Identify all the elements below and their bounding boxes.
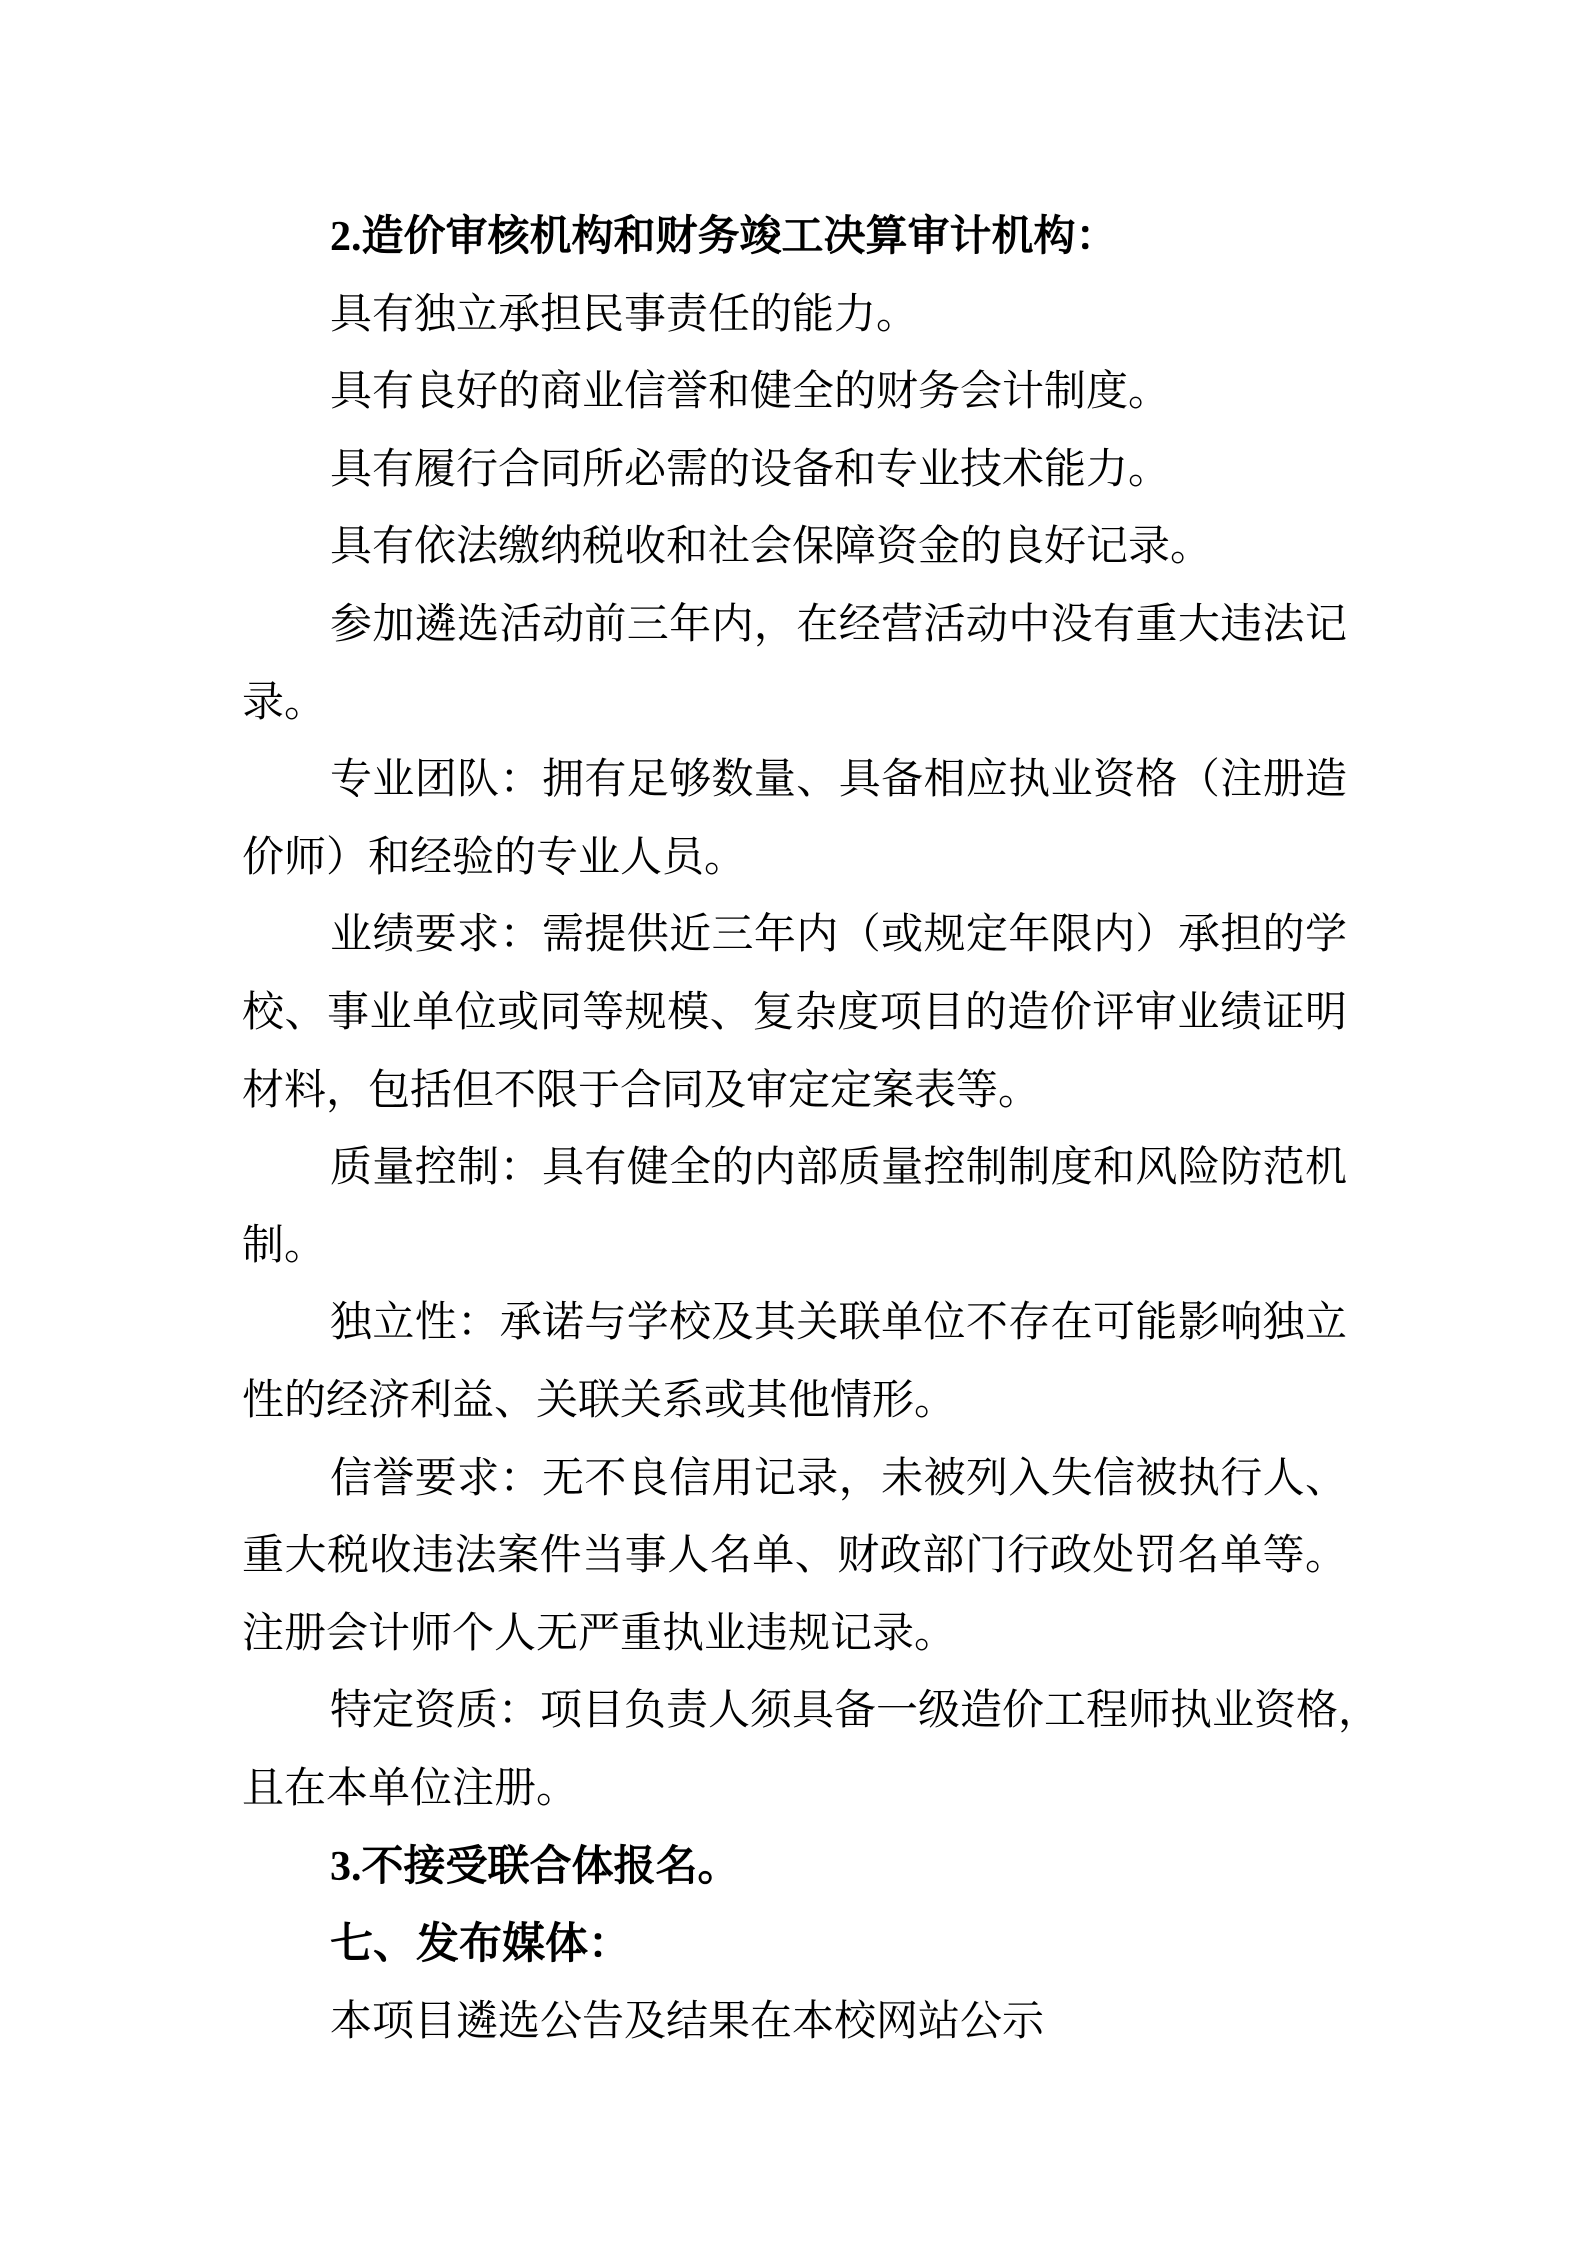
text-line: 2.造价审核机构和财务竣工决算审计机构： (330, 214, 1118, 260)
text-line: 质量控制：具有健全的内部质量控制制度和风险防范机 (330, 1145, 1347, 1192)
text-line: 专业团队：拥有足够数量、具备相应执业资格（注册造 (330, 757, 1347, 804)
text-line: 具有独立承担民事责任的能力。 (330, 291, 919, 338)
text-line: 七、发布媒体： (330, 1920, 631, 1969)
text-line: 具有履行合同所必需的设备和专业技术能力。 (330, 446, 1171, 493)
text-line: 3.不接受联合体报名。 (330, 1843, 740, 1890)
text-line: 独立性：承诺与学校及其关联单位不存在可能影响独立 (330, 1300, 1347, 1347)
text-line: 重大税收违法案件当事人名单、财政部门行政处罚名单等。 (242, 1533, 1347, 1580)
text-line: 且在本单位注册。 (242, 1766, 579, 1812)
text-line: 具有依法缴纳税收和社会保障资金的良好记录。 (330, 524, 1213, 571)
text-line: 制。 (242, 1222, 327, 1269)
text-line: 性的经济利益、关联关系或其他情形。 (242, 1378, 957, 1424)
text-line: 具有良好的商业信誉和健全的财务会计制度。 (330, 369, 1171, 416)
text-line: 业绩要求：需提供近三年内（或规定年限内）承担的学 (330, 912, 1347, 959)
text-line: 价师）和经验的专业人员。 (242, 834, 747, 881)
text-line: 校、事业单位或同等规模、复杂度项目的造价评审业绩证明 (242, 990, 1347, 1036)
text-line: 参加遴选活动前三年内，在经营活动中没有重大违法记 (330, 602, 1347, 648)
text-line: 信誉要求：无不良信用记录，未被列入失信被执行人、 (330, 1455, 1347, 1502)
text-line: 特定资质：项目负责人须具备一级造价工程师执业资格， (330, 1688, 1381, 1735)
text-line: 录。 (242, 679, 327, 726)
text-line: 材料，包括但不限于合同及审定定案表等。 (242, 1067, 1041, 1114)
text-line: 注册会计师个人无严重执业违规记录。 (242, 1610, 957, 1657)
text-line: 本项目遴选公告及结果在本校网站公示 (330, 1998, 1045, 2045)
